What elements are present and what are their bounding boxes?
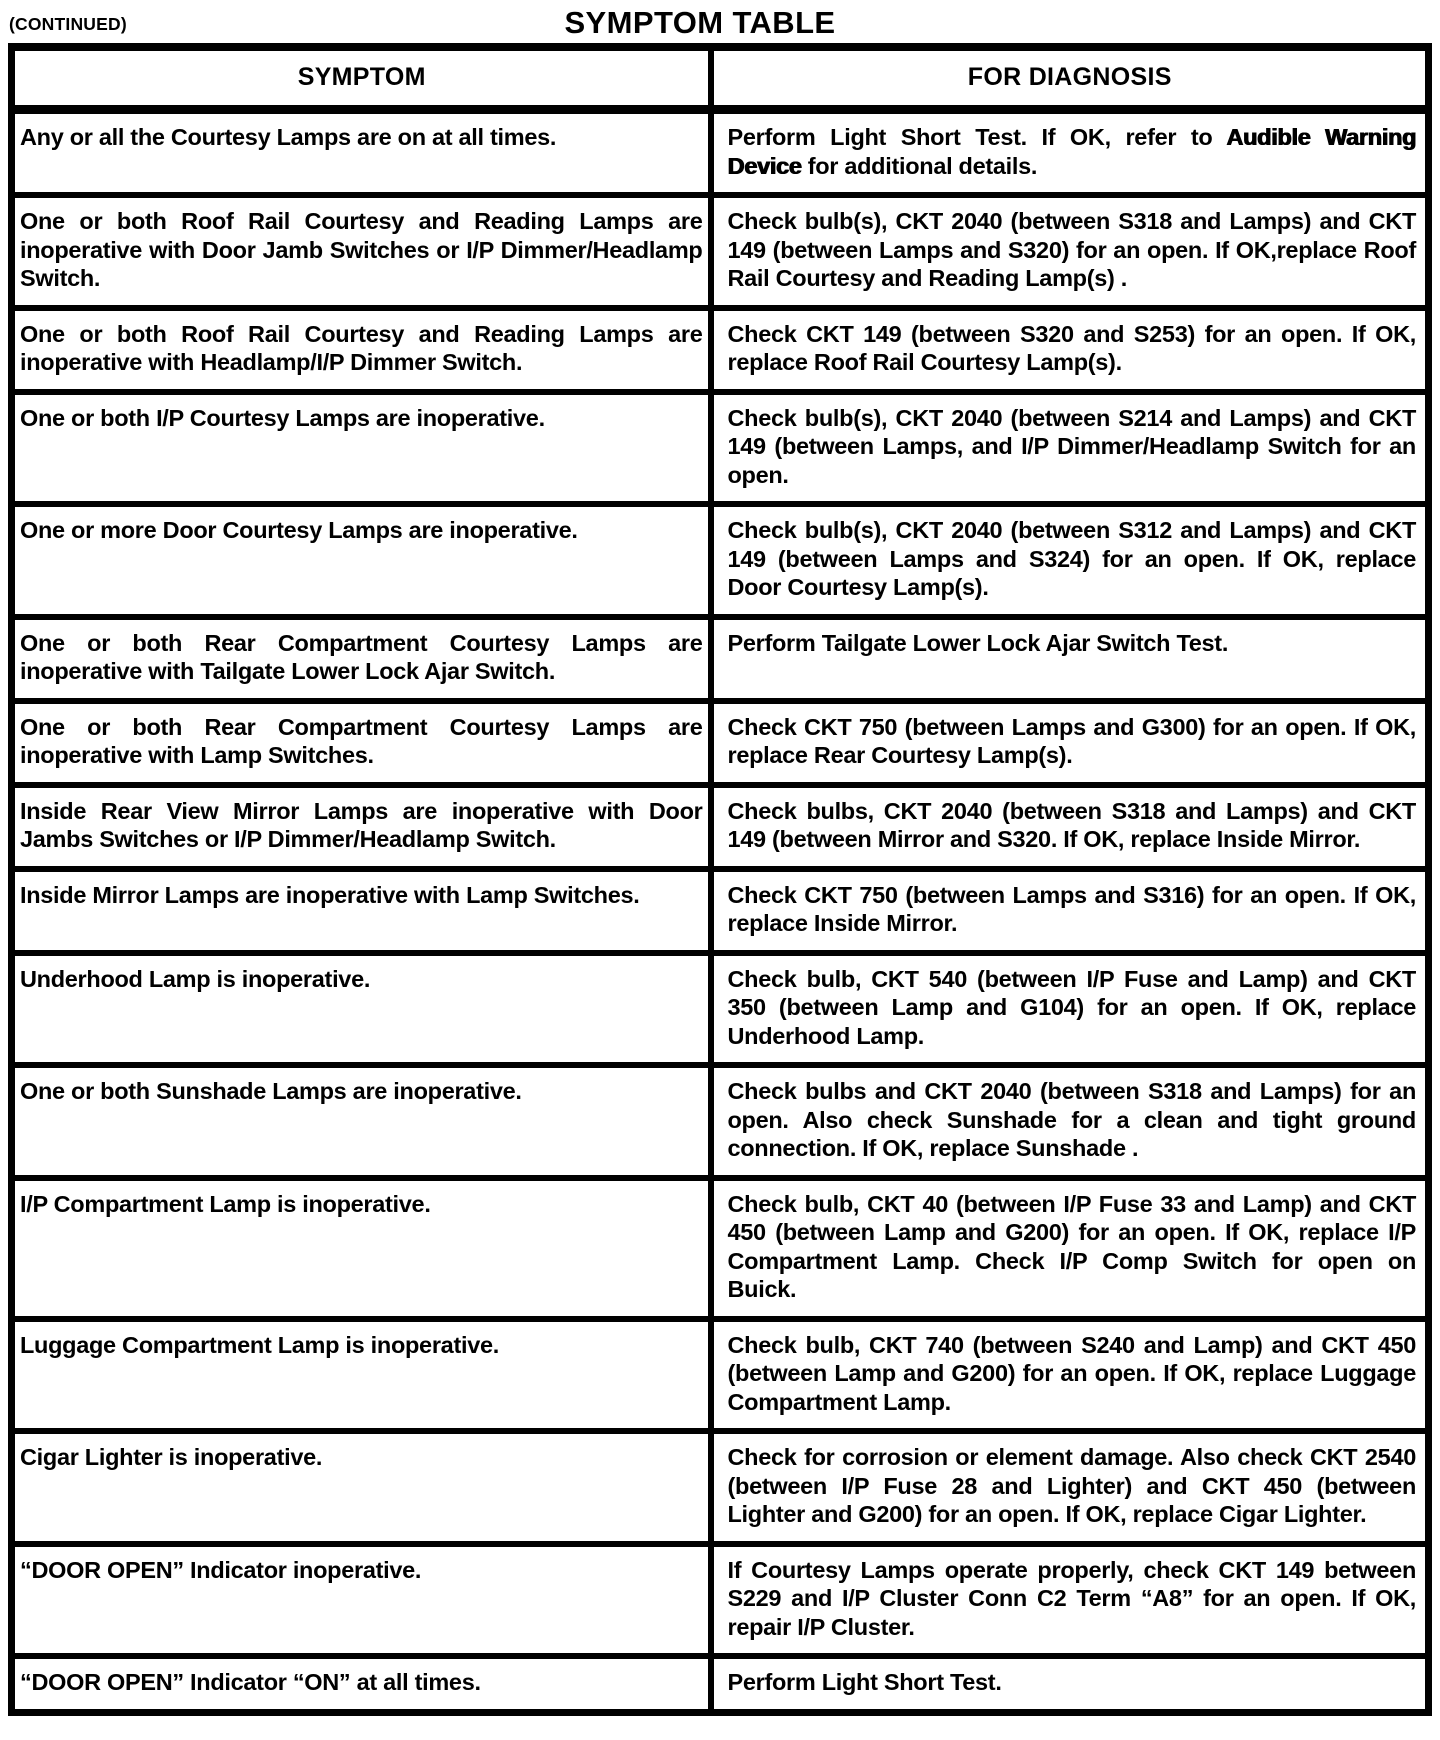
- symptom-cell: “DOOR OPEN” Indicator inoperative.: [12, 1544, 712, 1657]
- symptom-cell: One or both Rear Compartment Courtesy Lamps are inoperative with Tailgate Lower Lock Ajar Switch.: [12, 617, 712, 701]
- symptom-cell: One or more Door Courtesy Lamps are inoperative.: [12, 504, 712, 617]
- table-row: [12, 1656, 1429, 1712]
- diagnosis-cell: [711, 308, 1428, 392]
- table-row: [12, 195, 1429, 308]
- table-body: [12, 110, 1429, 1713]
- symptom-cell: One or both Roof Rail Courtesy and Reading Lamps are inoperative with Headlamp/I/P Dimmer Switch.: [12, 308, 712, 392]
- table-row: [12, 1178, 1429, 1319]
- symptom-cell: “DOOR OPEN” Indicator “ON” at all times.: [12, 1656, 712, 1712]
- table-row: [12, 392, 1429, 505]
- page-header: [8, 5, 1432, 43]
- diagnosis-text: Check bulbs, CKT 2040 (between S318 and Lamps) and CKT 149 (between Mirror and S320. If OK, replace Inside Mirror.: [727, 797, 1416, 852]
- column-header-symptom: SYMPTOM: [12, 47, 712, 110]
- table-row: [12, 1431, 1429, 1544]
- diagnosis-text: Perform Light Short Test. If OK, refer to: [727, 124, 1227, 150]
- table-row: [12, 1319, 1429, 1432]
- symptom-cell: Any or all the Courtesy Lamps are on at all times.: [12, 110, 712, 196]
- table-row: [12, 869, 1429, 953]
- table-row: [12, 953, 1429, 1066]
- symptom-cell: One or both I/P Courtesy Lamps are inoperative.: [12, 392, 712, 505]
- diagnosis-text: Check bulb, CKT 740 (between S240 and Lamp) and CKT 450 (between Lamp and G200) for an open. If OK, replace Luggage Compartment Lamp.: [727, 1331, 1416, 1415]
- diagnosis-cell: [711, 392, 1428, 505]
- diagnosis-cell: [711, 1178, 1428, 1319]
- symptom-cell: Underhood Lamp is inoperative.: [12, 953, 712, 1066]
- table-row: [12, 1544, 1429, 1657]
- symptom-cell: Cigar Lighter is inoperative.: [12, 1431, 712, 1544]
- diagnosis-cell: [711, 504, 1428, 617]
- diagnosis-text: Check CKT 750 (between Lamps and S316) for an open. If OK, replace Inside Mirror.: [727, 881, 1416, 936]
- page-title: SYMPTOM TABLE: [564, 5, 836, 40]
- table-row: [12, 308, 1429, 392]
- diagnosis-cell: [711, 1319, 1428, 1432]
- diagnosis-text: Check CKT 149 (between S320 and S253) for an open. If OK, replace Roof Rail Courtesy Lamp(s).: [727, 320, 1416, 375]
- table-row: [12, 504, 1429, 617]
- diagnosis-cell: [711, 869, 1428, 953]
- diagnosis-text: Check CKT 750 (between Lamps and G300) for an open. If OK, replace Rear Courtesy Lamp(s).: [727, 713, 1416, 768]
- header-row: [12, 47, 1429, 110]
- symptom-cell: I/P Compartment Lamp is inoperative.: [12, 1178, 712, 1319]
- diagnosis-cell: [711, 195, 1428, 308]
- table-row: [12, 110, 1429, 196]
- diagnosis-text-bold: Audible Warning Device: [727, 124, 1416, 179]
- diagnosis-text: Perform Tailgate Lower Lock Ajar Switch Test.: [727, 629, 1229, 656]
- diagnosis-cell: [711, 1656, 1428, 1712]
- diagnosis-cell: [711, 110, 1428, 196]
- symptom-cell: One or both Roof Rail Courtesy and Reading Lamps are inoperative with Door Jamb Switches or I/P Dimmer/Headlamp Switch.: [12, 195, 712, 308]
- symptom-cell: One or both Sunshade Lamps are inoperative.: [12, 1065, 712, 1178]
- table-row: [12, 701, 1429, 785]
- diagnosis-cell: [711, 1544, 1428, 1657]
- table-row: [12, 1065, 1429, 1178]
- diagnosis-text: Check bulb(s), CKT 2040 (between S214 and Lamps) and CKT 149 (between Lamps, and I/P Dimmer/Headlamp Switch for an open.: [727, 404, 1416, 488]
- diagnosis-text: for additional details.: [801, 152, 1038, 179]
- diagnosis-text: Check for corrosion or element damage. Also check CKT 2540 (between I/P Fuse 28 and Lighter) and CKT 450 (between Lighter and G200) for an open. If OK, replace Cigar Lighter.: [727, 1444, 1416, 1527]
- diagnosis-cell: [711, 1065, 1428, 1178]
- diagnosis-text: Check bulbs and CKT 2040 (between S318 and Lamps) for an open. Also check Sunshade for a clean and tight ground connection. If OK, replace Sunshade .: [727, 1078, 1416, 1161]
- diagnosis-cell: [711, 701, 1428, 785]
- continued-label: (CONTINUED): [9, 14, 127, 34]
- symptom-table: [8, 43, 1432, 1716]
- table-row: [12, 617, 1429, 701]
- diagnosis-text: Check bulb(s), CKT 2040 (between S312 and Lamps) and CKT 149 (between Lamps and S324) for an open. If OK, replace Door Courtesy Lamp(s).: [727, 517, 1416, 600]
- symptom-cell: Inside Rear View Mirror Lamps are inoperative with Door Jambs Switches or I/P Dimmer/Headlamp Switch.: [12, 785, 712, 869]
- table-row: [12, 785, 1429, 869]
- diagnosis-text: Check bulb(s), CKT 2040 (between S318 and Lamps) and CKT 149 (between Lamps and S320) for an open. If OK,replace Roof Rail Courtesy and Reading Lamp(s) .: [727, 208, 1416, 291]
- diagnosis-cell: [711, 785, 1428, 869]
- symptom-cell: One or both Rear Compartment Courtesy Lamps are inoperative with Lamp Switches.: [12, 701, 712, 785]
- diagnosis-text: Check bulb, CKT 540 (between I/P Fuse and Lamp) and CKT 350 (between Lamp and G104) for an open. If OK, replace Underhood Lamp.: [727, 965, 1416, 1049]
- diagnosis-cell: [711, 617, 1428, 701]
- diagnosis-cell: [711, 953, 1428, 1066]
- diagnosis-text: Check bulb, CKT 40 (between I/P Fuse 33 and Lamp) and CKT 450 (between Lamp and G200) for an open. If OK, replace I/P Compartment Lamp. Check I/P Comp Switch for open on Buick.: [727, 1190, 1416, 1302]
- column-header-for-diagnosis: FOR DIAGNOSIS: [711, 47, 1428, 110]
- diagnosis-text: If Courtesy Lamps operate properly, check CKT 149 between S229 and I/P Cluster Conn C2 Term “A8” for an open. If OK, repair I/P Cluster.: [727, 1556, 1416, 1640]
- diagnosis-text: Perform Light Short Test.: [727, 1669, 1002, 1695]
- symptom-cell: Inside Mirror Lamps are inoperative with Lamp Switches.: [12, 869, 712, 953]
- symptom-cell: Luggage Compartment Lamp is inoperative.: [12, 1319, 712, 1432]
- diagnosis-cell: [711, 1431, 1428, 1544]
